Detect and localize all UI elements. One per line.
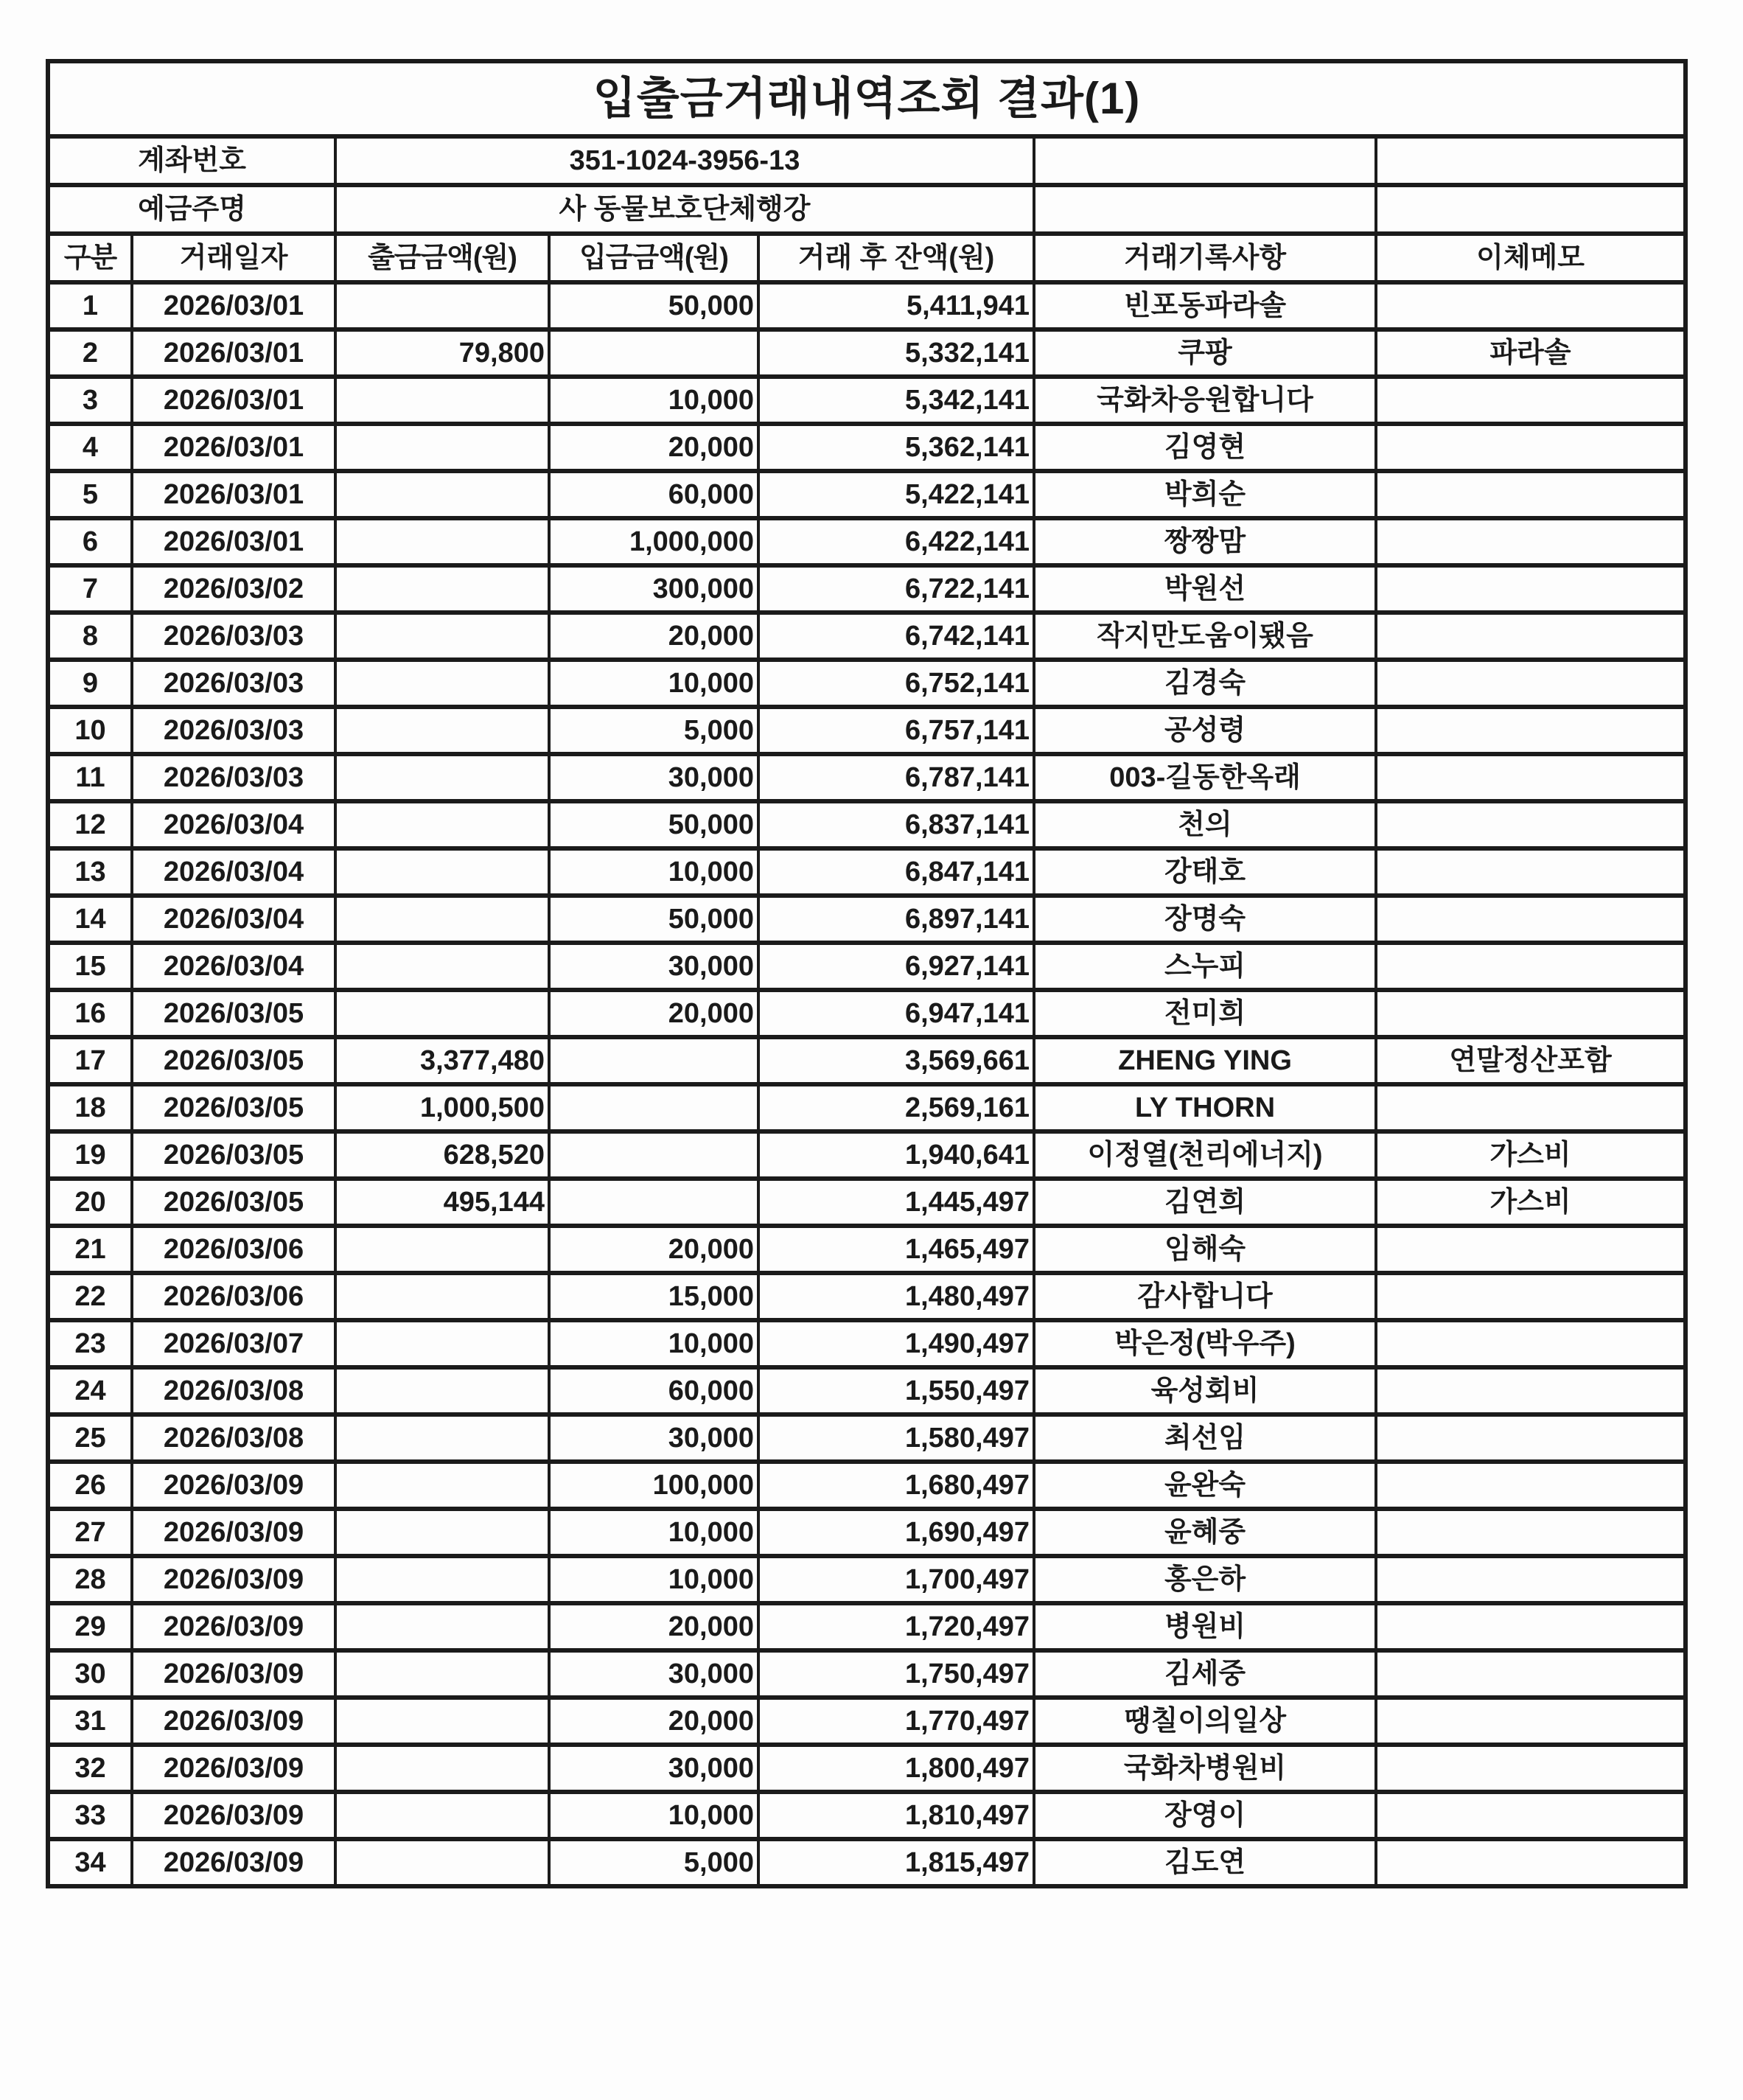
transaction-date: 2026/03/05 <box>132 1131 335 1179</box>
table-row <box>48 1226 1686 1273</box>
transfer-memo <box>1376 518 1686 565</box>
balance-amount: 1,940,641 <box>758 1131 1034 1179</box>
row-number: 14 <box>48 896 132 943</box>
transaction-date: 2026/03/02 <box>132 565 335 613</box>
transaction-record: 땡칠이의일상 <box>1034 1698 1376 1745</box>
transaction-record: 최선임 <box>1034 1414 1376 1462</box>
table-row <box>48 1745 1686 1792</box>
withdrawal-amount <box>335 282 549 329</box>
table-row <box>48 1179 1686 1226</box>
deposit-amount: 10,000 <box>549 1509 758 1556</box>
transaction-date: 2026/03/01 <box>132 471 335 518</box>
row-number: 24 <box>48 1367 132 1414</box>
withdrawal-amount <box>335 1462 549 1509</box>
transaction-date: 2026/03/09 <box>132 1745 335 1792</box>
transfer-memo <box>1376 1226 1686 1273</box>
withdrawal-amount <box>335 1650 549 1698</box>
row-number: 10 <box>48 707 132 754</box>
table-row <box>48 518 1686 565</box>
deposit-amount: 60,000 <box>549 1367 758 1414</box>
transaction-date: 2026/03/01 <box>132 424 335 471</box>
transaction-record: LY THORN <box>1034 1084 1376 1131</box>
withdrawal-amount <box>335 1792 549 1839</box>
withdrawal-amount <box>335 848 549 896</box>
transaction-date: 2026/03/01 <box>132 518 335 565</box>
withdrawal-amount <box>335 943 549 990</box>
transaction-record: 국화차병원비 <box>1034 1745 1376 1792</box>
withdrawal-amount: 1,000,500 <box>335 1084 549 1131</box>
balance-amount: 5,411,941 <box>758 282 1034 329</box>
deposit-amount <box>549 329 758 377</box>
transaction-date: 2026/03/07 <box>132 1320 335 1367</box>
balance-amount: 6,787,141 <box>758 754 1034 801</box>
balance-amount: 1,800,497 <box>758 1745 1034 1792</box>
row-number: 20 <box>48 1179 132 1226</box>
transaction-date: 2026/03/01 <box>132 329 335 377</box>
transaction-record: 강태호 <box>1034 848 1376 896</box>
deposit-amount: 20,000 <box>549 424 758 471</box>
transaction-statement <box>46 59 1683 1888</box>
balance-amount: 6,422,141 <box>758 518 1034 565</box>
table-row <box>48 1320 1686 1367</box>
deposit-amount: 10,000 <box>549 660 758 707</box>
balance-amount: 1,690,497 <box>758 1509 1034 1556</box>
blank-cell <box>1034 136 1376 185</box>
transaction-record: 이정열(천리에너지) <box>1034 1131 1376 1179</box>
row-number: 30 <box>48 1650 132 1698</box>
withdrawal-amount <box>335 1226 549 1273</box>
balance-amount: 1,490,497 <box>758 1320 1034 1367</box>
transfer-memo: 파라솔 <box>1376 329 1686 377</box>
deposit-amount: 20,000 <box>549 1603 758 1650</box>
row-number: 13 <box>48 848 132 896</box>
table-row <box>48 471 1686 518</box>
account-number-label: 계좌번호 <box>48 136 335 185</box>
transaction-date: 2026/03/03 <box>132 613 335 660</box>
transfer-memo <box>1376 613 1686 660</box>
deposit-amount: 20,000 <box>549 1698 758 1745</box>
transaction-record: 장명숙 <box>1034 896 1376 943</box>
withdrawal-amount <box>335 754 549 801</box>
balance-amount: 5,342,141 <box>758 377 1034 424</box>
transaction-table <box>46 59 1688 1888</box>
deposit-amount: 30,000 <box>549 1745 758 1792</box>
table-row <box>48 1603 1686 1650</box>
row-number: 12 <box>48 801 132 848</box>
table-row <box>48 896 1686 943</box>
transfer-memo <box>1376 1839 1686 1886</box>
deposit-amount <box>549 1037 758 1084</box>
deposit-amount <box>549 1179 758 1226</box>
row-number: 25 <box>48 1414 132 1462</box>
row-number: 5 <box>48 471 132 518</box>
balance-amount: 1,445,497 <box>758 1179 1034 1226</box>
table-row <box>48 424 1686 471</box>
deposit-amount: 20,000 <box>549 990 758 1037</box>
transaction-record: 짱짱맘 <box>1034 518 1376 565</box>
table-row <box>48 943 1686 990</box>
balance-amount: 5,422,141 <box>758 471 1034 518</box>
withdrawal-amount: 3,377,480 <box>335 1037 549 1084</box>
transfer-memo <box>1376 1698 1686 1745</box>
transaction-record: 스누피 <box>1034 943 1376 990</box>
table-row <box>48 329 1686 377</box>
withdrawal-amount <box>335 1509 549 1556</box>
transaction-record: 김세중 <box>1034 1650 1376 1698</box>
row-number: 3 <box>48 377 132 424</box>
column-header-row <box>48 234 1686 282</box>
deposit-amount: 5,000 <box>549 707 758 754</box>
table-row <box>48 848 1686 896</box>
deposit-amount: 300,000 <box>549 565 758 613</box>
transaction-record: 김경숙 <box>1034 660 1376 707</box>
transaction-date: 2026/03/09 <box>132 1792 335 1839</box>
balance-amount: 1,815,497 <box>758 1839 1034 1886</box>
table-row <box>48 707 1686 754</box>
withdrawal-amount <box>335 1414 549 1462</box>
row-number: 1 <box>48 282 132 329</box>
row-number: 27 <box>48 1509 132 1556</box>
withdrawal-amount <box>335 1320 549 1367</box>
balance-amount: 6,742,141 <box>758 613 1034 660</box>
transaction-date: 2026/03/09 <box>132 1839 335 1886</box>
transaction-record: 빈포동파라솔 <box>1034 282 1376 329</box>
withdrawal-amount <box>335 565 549 613</box>
deposit-amount: 50,000 <box>549 801 758 848</box>
table-row <box>48 1273 1686 1320</box>
table-row <box>48 801 1686 848</box>
transaction-date: 2026/03/01 <box>132 282 335 329</box>
transaction-record: ZHENG YING <box>1034 1037 1376 1084</box>
table-row <box>48 1698 1686 1745</box>
account-number-row <box>48 136 1686 185</box>
balance-amount: 1,700,497 <box>758 1556 1034 1603</box>
transaction-record: 박원선 <box>1034 565 1376 613</box>
withdrawal-amount <box>335 1367 549 1414</box>
column-header-date: 거래일자 <box>132 234 335 282</box>
transaction-record: 공성령 <box>1034 707 1376 754</box>
table-row <box>48 1131 1686 1179</box>
table-row <box>48 565 1686 613</box>
deposit-amount: 50,000 <box>549 282 758 329</box>
row-number: 21 <box>48 1226 132 1273</box>
transfer-memo <box>1376 707 1686 754</box>
withdrawal-amount <box>335 1556 549 1603</box>
transaction-record: 육성회비 <box>1034 1367 1376 1414</box>
transaction-date: 2026/03/04 <box>132 943 335 990</box>
transfer-memo <box>1376 1650 1686 1698</box>
column-header-withdrawal: 출금금액(원) <box>335 234 549 282</box>
row-number: 7 <box>48 565 132 613</box>
transaction-date: 2026/03/05 <box>132 1179 335 1226</box>
title-row <box>48 61 1686 136</box>
balance-amount: 6,722,141 <box>758 565 1034 613</box>
table-row <box>48 1650 1686 1698</box>
table-row <box>48 1414 1686 1462</box>
deposit-amount: 30,000 <box>549 754 758 801</box>
withdrawal-amount <box>335 990 549 1037</box>
transfer-memo <box>1376 801 1686 848</box>
transfer-memo <box>1376 1556 1686 1603</box>
transaction-date: 2026/03/08 <box>132 1367 335 1414</box>
balance-amount: 6,897,141 <box>758 896 1034 943</box>
transaction-date: 2026/03/04 <box>132 896 335 943</box>
transaction-date: 2026/03/05 <box>132 990 335 1037</box>
balance-amount: 1,680,497 <box>758 1462 1034 1509</box>
transaction-record: 장영이 <box>1034 1792 1376 1839</box>
account-holder-row <box>48 185 1686 234</box>
transaction-record: 003-길동한옥래 <box>1034 754 1376 801</box>
column-header-no: 구분 <box>48 234 132 282</box>
deposit-amount: 20,000 <box>549 1226 758 1273</box>
transfer-memo <box>1376 1414 1686 1462</box>
deposit-amount <box>549 1131 758 1179</box>
table-row <box>48 1462 1686 1509</box>
deposit-amount: 30,000 <box>549 1650 758 1698</box>
row-number: 18 <box>48 1084 132 1131</box>
table-row <box>48 1084 1686 1131</box>
transaction-record: 윤완숙 <box>1034 1462 1376 1509</box>
transaction-record: 김영현 <box>1034 424 1376 471</box>
blank-cell <box>1376 185 1686 234</box>
transfer-memo <box>1376 660 1686 707</box>
transfer-memo <box>1376 377 1686 424</box>
balance-amount: 5,362,141 <box>758 424 1034 471</box>
page-title: 입출금거래내역조회 결과(1) <box>48 61 1686 136</box>
table-row <box>48 1509 1686 1556</box>
balance-amount: 1,480,497 <box>758 1273 1034 1320</box>
transaction-date: 2026/03/03 <box>132 660 335 707</box>
transfer-memo <box>1376 1320 1686 1367</box>
transaction-record: 임해숙 <box>1034 1226 1376 1273</box>
transaction-date: 2026/03/01 <box>132 377 335 424</box>
transfer-memo <box>1376 1603 1686 1650</box>
row-number: 31 <box>48 1698 132 1745</box>
transfer-memo <box>1376 471 1686 518</box>
column-header-record: 거래기록사항 <box>1034 234 1376 282</box>
transaction-date: 2026/03/06 <box>132 1226 335 1273</box>
transaction-date: 2026/03/05 <box>132 1084 335 1131</box>
balance-amount: 1,465,497 <box>758 1226 1034 1273</box>
deposit-amount: 30,000 <box>549 1414 758 1462</box>
row-number: 32 <box>48 1745 132 1792</box>
transaction-record: 작지만도움이됐음 <box>1034 613 1376 660</box>
transaction-date: 2026/03/09 <box>132 1462 335 1509</box>
balance-amount: 6,752,141 <box>758 660 1034 707</box>
balance-amount: 1,580,497 <box>758 1414 1034 1462</box>
transfer-memo <box>1376 1367 1686 1414</box>
balance-amount: 3,569,661 <box>758 1037 1034 1084</box>
transfer-memo <box>1376 1745 1686 1792</box>
deposit-amount: 10,000 <box>549 848 758 896</box>
transaction-record: 홍은하 <box>1034 1556 1376 1603</box>
transaction-date: 2026/03/04 <box>132 848 335 896</box>
table-row <box>48 613 1686 660</box>
row-number: 34 <box>48 1839 132 1886</box>
transaction-record: 박은정(박우주) <box>1034 1320 1376 1367</box>
transaction-date: 2026/03/09 <box>132 1509 335 1556</box>
deposit-amount: 5,000 <box>549 1839 758 1886</box>
row-number: 33 <box>48 1792 132 1839</box>
transaction-record: 천의 <box>1034 801 1376 848</box>
withdrawal-amount: 79,800 <box>335 329 549 377</box>
table-row <box>48 1556 1686 1603</box>
balance-amount: 1,720,497 <box>758 1603 1034 1650</box>
deposit-amount: 100,000 <box>549 1462 758 1509</box>
transfer-memo <box>1376 990 1686 1037</box>
row-number: 28 <box>48 1556 132 1603</box>
row-number: 22 <box>48 1273 132 1320</box>
transfer-memo: 가스비 <box>1376 1179 1686 1226</box>
row-number: 16 <box>48 990 132 1037</box>
deposit-amount: 1,000,000 <box>549 518 758 565</box>
withdrawal-amount <box>335 1273 549 1320</box>
transfer-memo <box>1376 1792 1686 1839</box>
row-number: 26 <box>48 1462 132 1509</box>
transfer-memo: 연말정산포함 <box>1376 1037 1686 1084</box>
transaction-date: 2026/03/06 <box>132 1273 335 1320</box>
row-number: 2 <box>48 329 132 377</box>
withdrawal-amount <box>335 1603 549 1650</box>
transaction-date: 2026/03/09 <box>132 1698 335 1745</box>
transaction-record: 전미희 <box>1034 990 1376 1037</box>
row-number: 8 <box>48 613 132 660</box>
transaction-record: 국화차응원합니다 <box>1034 377 1376 424</box>
transfer-memo <box>1376 896 1686 943</box>
row-number: 29 <box>48 1603 132 1650</box>
table-row <box>48 754 1686 801</box>
withdrawal-amount <box>335 801 549 848</box>
table-row <box>48 1792 1686 1839</box>
table-row <box>48 1367 1686 1414</box>
balance-amount: 2,569,161 <box>758 1084 1034 1131</box>
transaction-date: 2026/03/05 <box>132 1037 335 1084</box>
balance-amount: 6,757,141 <box>758 707 1034 754</box>
transfer-memo <box>1376 424 1686 471</box>
transaction-date: 2026/03/04 <box>132 801 335 848</box>
table-row <box>48 282 1686 329</box>
withdrawal-amount: 628,520 <box>335 1131 549 1179</box>
column-header-balance: 거래 후 잔액(원) <box>758 234 1034 282</box>
balance-amount: 1,750,497 <box>758 1650 1034 1698</box>
withdrawal-amount <box>335 613 549 660</box>
transfer-memo <box>1376 565 1686 613</box>
transaction-record: 쿠팡 <box>1034 329 1376 377</box>
account-number-value: 351-1024-3956-13 <box>335 136 1034 185</box>
transfer-memo <box>1376 1084 1686 1131</box>
transaction-date: 2026/03/08 <box>132 1414 335 1462</box>
balance-amount: 6,927,141 <box>758 943 1034 990</box>
balance-amount: 1,550,497 <box>758 1367 1034 1414</box>
row-number: 23 <box>48 1320 132 1367</box>
deposit-amount: 10,000 <box>549 1556 758 1603</box>
column-header-memo: 이체메모 <box>1376 234 1686 282</box>
blank-cell <box>1376 136 1686 185</box>
transaction-record: 윤혜중 <box>1034 1509 1376 1556</box>
table-row <box>48 377 1686 424</box>
row-number: 15 <box>48 943 132 990</box>
withdrawal-amount <box>335 707 549 754</box>
withdrawal-amount <box>335 377 549 424</box>
transaction-date: 2026/03/09 <box>132 1650 335 1698</box>
transfer-memo <box>1376 848 1686 896</box>
withdrawal-amount <box>335 1745 549 1792</box>
withdrawal-amount: 495,144 <box>335 1179 549 1226</box>
deposit-amount: 50,000 <box>549 896 758 943</box>
withdrawal-amount <box>335 896 549 943</box>
balance-amount: 6,847,141 <box>758 848 1034 896</box>
account-holder-value: 사 동물보호단체행강 <box>335 185 1034 234</box>
balance-amount: 6,947,141 <box>758 990 1034 1037</box>
withdrawal-amount <box>335 660 549 707</box>
balance-amount: 5,332,141 <box>758 329 1034 377</box>
transaction-date: 2026/03/09 <box>132 1603 335 1650</box>
transfer-memo <box>1376 282 1686 329</box>
withdrawal-amount <box>335 1839 549 1886</box>
deposit-amount: 10,000 <box>549 1320 758 1367</box>
row-number: 9 <box>48 660 132 707</box>
table-row <box>48 990 1686 1037</box>
row-number: 4 <box>48 424 132 471</box>
table-row <box>48 1839 1686 1886</box>
withdrawal-amount <box>335 471 549 518</box>
deposit-amount <box>549 1084 758 1131</box>
transfer-memo <box>1376 1273 1686 1320</box>
transfer-memo <box>1376 943 1686 990</box>
balance-amount: 6,837,141 <box>758 801 1034 848</box>
transaction-record: 병원비 <box>1034 1603 1376 1650</box>
row-number: 17 <box>48 1037 132 1084</box>
withdrawal-amount <box>335 1698 549 1745</box>
transaction-record: 박희순 <box>1034 471 1376 518</box>
transaction-date: 2026/03/03 <box>132 754 335 801</box>
transaction-date: 2026/03/09 <box>132 1556 335 1603</box>
column-header-deposit: 입금금액(원) <box>549 234 758 282</box>
transfer-memo <box>1376 754 1686 801</box>
withdrawal-amount <box>335 518 549 565</box>
table-row <box>48 660 1686 707</box>
row-number: 11 <box>48 754 132 801</box>
blank-cell <box>1034 185 1376 234</box>
deposit-amount: 10,000 <box>549 377 758 424</box>
balance-amount: 1,810,497 <box>758 1792 1034 1839</box>
transaction-record: 김도연 <box>1034 1839 1376 1886</box>
deposit-amount: 30,000 <box>549 943 758 990</box>
withdrawal-amount <box>335 424 549 471</box>
row-number: 6 <box>48 518 132 565</box>
deposit-amount: 15,000 <box>549 1273 758 1320</box>
transaction-date: 2026/03/03 <box>132 707 335 754</box>
balance-amount: 1,770,497 <box>758 1698 1034 1745</box>
deposit-amount: 20,000 <box>549 613 758 660</box>
deposit-amount: 10,000 <box>549 1792 758 1839</box>
deposit-amount: 60,000 <box>549 471 758 518</box>
transaction-record: 감사합니다 <box>1034 1273 1376 1320</box>
row-number: 19 <box>48 1131 132 1179</box>
table-row <box>48 1037 1686 1084</box>
transfer-memo <box>1376 1509 1686 1556</box>
account-holder-label: 예금주명 <box>48 185 335 234</box>
transfer-memo <box>1376 1462 1686 1509</box>
transfer-memo: 가스비 <box>1376 1131 1686 1179</box>
transaction-record: 김연희 <box>1034 1179 1376 1226</box>
